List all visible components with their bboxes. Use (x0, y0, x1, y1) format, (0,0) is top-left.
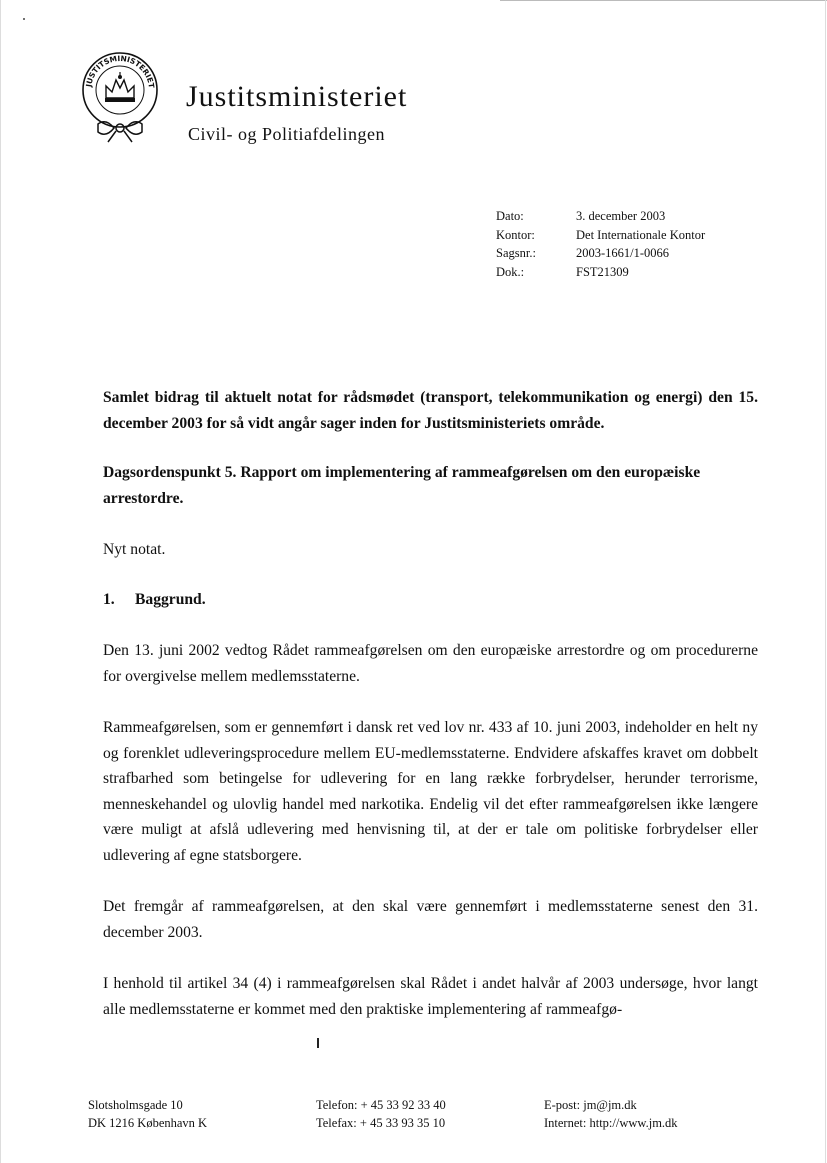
footer-phone-block (316, 1096, 446, 1132)
footer-email: E-post: jm@jm.dk (544, 1098, 637, 1112)
section-number: 1. (103, 590, 115, 608)
document-metadata (496, 207, 705, 281)
document-title: Samlet bidrag til aktuelt notat for rådsmødet (transport, telekommunikation og energi) den 15. december 2003 for så vidt angår sager inden for Justitsministeriets område. (103, 389, 758, 432)
footer-contact-block (544, 1096, 678, 1132)
footer-phone: Telefon: + 45 33 92 33 40 (316, 1098, 446, 1112)
seal-text: JUSTITSMINISTERIET (84, 53, 156, 89)
meta-label: Sagsnr.: (496, 246, 536, 260)
meta-value: 3. december 2003 (576, 209, 666, 223)
section-title: Baggrund. (135, 590, 206, 608)
scan-speck (23, 18, 25, 20)
footer-street: Slotsholmsgade 10 (88, 1098, 183, 1112)
meta-value: 2003-1661/1-0066 (576, 246, 670, 260)
ministry-name: Justitsministeriet (186, 80, 408, 113)
department-name: Civil- og Politiafdelingen (188, 124, 385, 144)
paragraph: Rammeafgørelsen, som er gennemført i dansk ret ved lov nr. 433 af 10. juni 2003, indeholder en helt ny og forenklet udleveringsprocedure mellem EU-medlemsstaterne. Endvidere afskaffes kravet om dobbelt strafbarhed som betingelse for udlevering for en lang række forbrydelser, herunder terrorisme, menneskehandel og ulovlig handel med narkotika. Endelig vil det efter rammeafgørelsen ikke længere være muligt at afslå udlevering med henvisning til, at der er tale om politiske forbrydelser eller udlevering af egne statsborgere. (103, 719, 758, 864)
footer-address (88, 1096, 207, 1132)
scan-edge-right (825, 0, 826, 1163)
meta-row-document (496, 263, 705, 282)
meta-row-office (496, 226, 705, 245)
meta-label: Dok.: (496, 264, 525, 279)
meta-label: Dato: (496, 209, 524, 223)
paragraph: Det fremgår af rammeafgørelsen, at den skal være gennemført i medlemsstaterne senest den 31. december 2003. (103, 898, 758, 941)
scan-edge-left (0, 0, 1, 1163)
footer-internet: Internet: http://www.jm.dk (544, 1116, 678, 1130)
meta-row-case-number (496, 244, 705, 263)
meta-value: Det Internationale Kontor (576, 227, 706, 242)
footer-city: DK 1216 København K (88, 1116, 208, 1130)
section-heading (103, 587, 758, 613)
ministry-seal-logo (76, 48, 164, 144)
meta-row-date (496, 207, 705, 226)
scan-edge-top (500, 0, 827, 1)
paragraph: I henhold til artikel 34 (4) i rammeafgørelsen skal Rådet i andet halvår af 2003 undersøge, hvor langt alle medlemsstaterne er kommet med den praktiske implementering af rammeafgø- (103, 975, 758, 1018)
svg-text:JUSTITSMINISTERIET (84, 54, 156, 90)
footer-fax: Telefax: + 45 33 93 35 10 (316, 1116, 446, 1130)
note-label: Nyt notat. (103, 541, 166, 558)
meta-label: Kontor: (496, 227, 535, 242)
page-mark (317, 1038, 319, 1048)
document-body (103, 385, 758, 1022)
meta-value: FST21309 (576, 264, 629, 279)
agenda-item: Dagsordenspunkt 5. Rapport om implementering af rammeafgørelsen om den europæiske arrestordre. (103, 464, 701, 507)
paragraph: Den 13. juni 2002 vedtog Rådet rammeafgørelsen om den europæiske arrestordre og om procedurerne for overgivelse mellem medlemsstaterne. (103, 642, 758, 685)
